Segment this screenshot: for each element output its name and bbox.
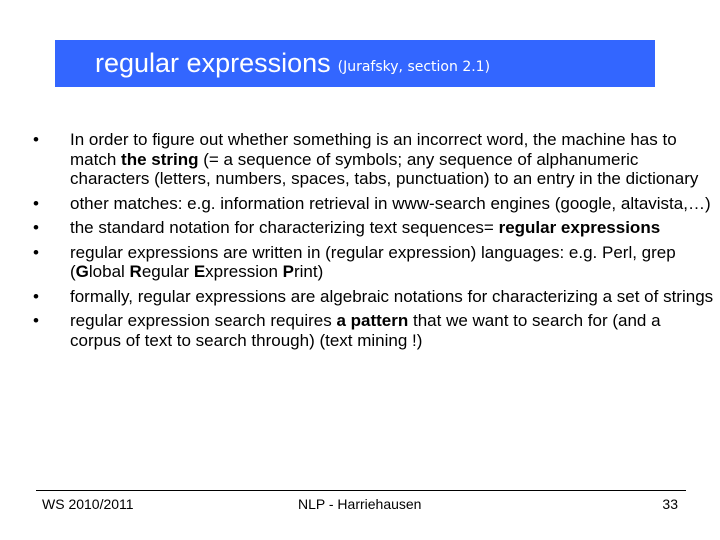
- bullet-text-bold: regular expressions: [498, 218, 661, 237]
- bullet-text: the standard notation for characterizing text sequences=: [70, 218, 499, 237]
- bullet-text: egular: [141, 262, 194, 281]
- footer-course: NLP - Harriehausen: [298, 496, 422, 512]
- bullet-icon: •: [33, 242, 39, 262]
- bullet-item: [0, 311, 720, 350]
- bullet-item: [0, 287, 720, 307]
- bullet-icon: •: [33, 193, 39, 213]
- bullet-text: xpression: [205, 262, 283, 281]
- bullet-text: regular expressions are written in (regular expression) languages: e.g. Perl, grep (: [70, 242, 676, 281]
- footer-divider: [36, 490, 686, 491]
- bullet-text: (= a sequence of symbols; any sequence of alphanumeric characters (letters, numbers, spaces, tabs, punctuation) to an entry in the dictionary: [70, 149, 699, 188]
- bullet-icon: •: [33, 130, 39, 149]
- bullet-text-bold: a pattern: [336, 311, 409, 330]
- bullet-icon: •: [33, 311, 39, 330]
- slide-title-reference: (Jurafsky, section 2.1): [337, 58, 491, 75]
- slide-title: regular expressions: [95, 48, 331, 78]
- bullet-text: lobal: [88, 262, 130, 281]
- bullet-text: In order to figure out whether something is an incorrect word, the machine has to match: [70, 130, 677, 169]
- bullet-text-bold: the string: [121, 149, 199, 169]
- bullet-text: regular expression search requires: [70, 311, 337, 330]
- bullet-text-bold: E: [193, 262, 206, 281]
- bullet-text-bold: G: [75, 262, 89, 281]
- bullet-item: [0, 194, 720, 214]
- bullet-text: formally, regular expressions are algebraic notations for characterizing a set of strings: [70, 286, 714, 306]
- bullet-item: [0, 218, 720, 238]
- slide-title-bar: [55, 40, 655, 87]
- bullet-item: [0, 130, 720, 189]
- bullet-list: [0, 130, 720, 355]
- bullet-text: that we want to search for (and a corpus of text to search through) (text mining !): [70, 311, 661, 350]
- bullet-text-bold: P: [282, 262, 294, 281]
- bullet-text: rint): [293, 262, 324, 281]
- footer-page-number: 33: [662, 496, 678, 512]
- bullet-text-bold: R: [129, 262, 142, 281]
- bullet-icon: •: [33, 218, 39, 237]
- bullet-text: other matches: e.g. information retrieval in www-search engines (google, altavista,…): [70, 193, 711, 213]
- bullet-icon: •: [33, 286, 39, 306]
- bullet-item: [0, 243, 720, 282]
- footer-semester: WS 2010/2011: [42, 496, 134, 512]
